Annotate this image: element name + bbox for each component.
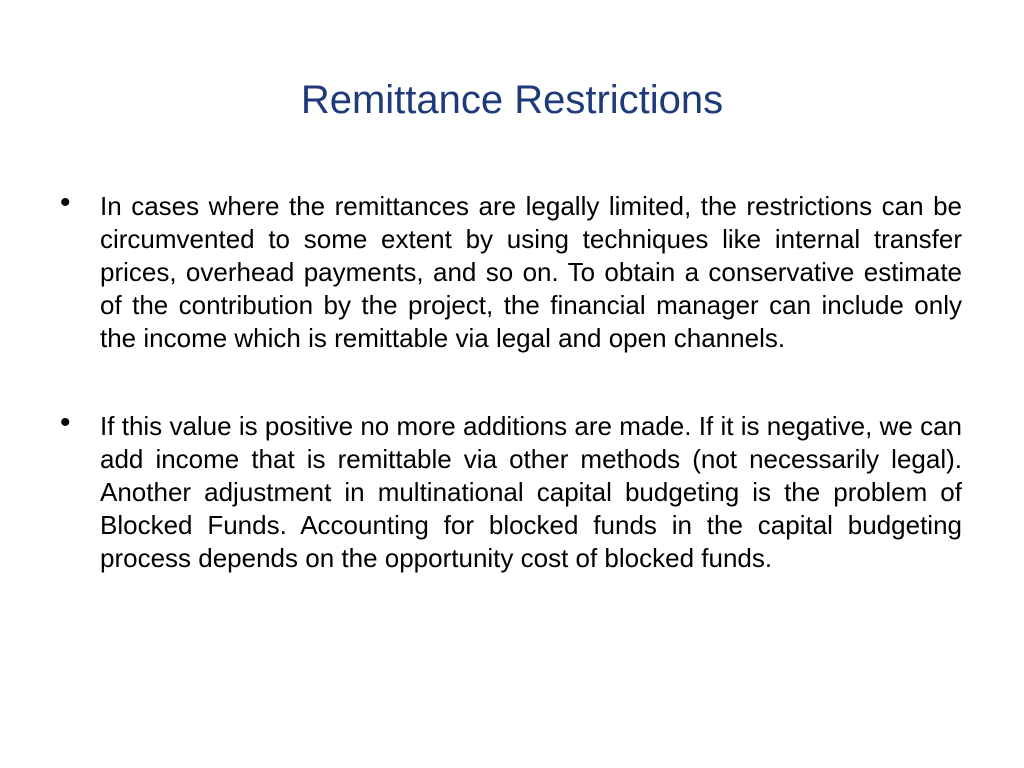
bullet-marker-icon: • — [60, 186, 71, 219]
slide-title: Remittance Restrictions — [300, 78, 724, 122]
bullet-item-1 — [60, 186, 962, 355]
bullet-text-2: If this value is positive no more additions are made. If it is negative, we can add income that is remittable via other methods (not necessarily legal). Another adjustment in multinational capital budgeting is the problem of Blocked Funds. Accounting for blocked funds in the capital budgeting process depends on the opportunity cost of blocked funds. — [100, 411, 962, 573]
bullet-item-2 — [60, 406, 962, 575]
bullet-list — [60, 186, 962, 575]
bullet-marker-icon: • — [60, 406, 71, 439]
bullet-text-1: In cases where the remittances are legally limited, the restrictions can be circumvented to some extent by using techniques like internal transfer prices, overhead payments, and so on. To obtain a conservative estimate of the contribution by the project, the financial manager can include only the income which is remittable via legal and open channels. — [100, 191, 962, 353]
